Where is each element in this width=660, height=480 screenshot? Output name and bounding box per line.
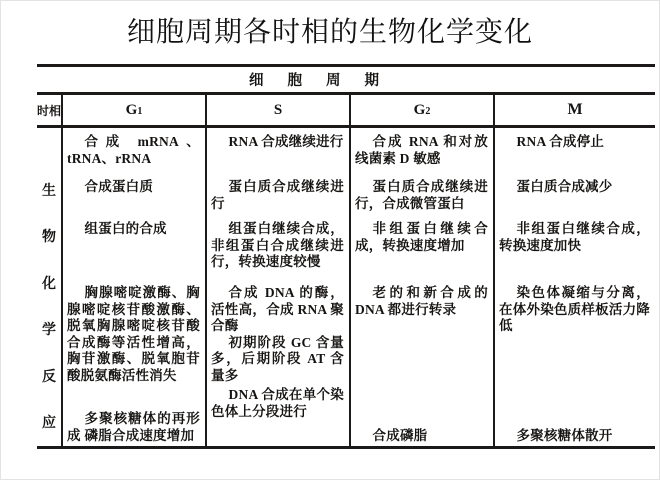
table-body — [37, 128, 655, 449]
header-g2-base: G — [413, 101, 426, 118]
side-label-char: 生 — [42, 184, 56, 199]
side-label-char: 学 — [42, 323, 56, 339]
cell-s-gc-at-content: 初期阶段 GC 含量多，后期阶段 AT 含量多 — [211, 334, 344, 383]
cell-g2-phospholipid: 合成磷脂 — [372, 428, 428, 443]
column-s — [207, 128, 351, 446]
header-cell-g2: G 2 — [351, 95, 495, 125]
cell-g2-transcription: 老的和新合成的 DNA 都进行转录 — [355, 285, 488, 317]
side-label-char: 反 — [42, 369, 56, 385]
cell-m-protein-decrease: 蛋白质合成减少 — [516, 179, 613, 194]
cell-g2-nonhistone: 非组蛋白继续合成，转换速度增加 — [355, 221, 488, 253]
cell-s-rna-synthesis: RNA 合成继续进行 — [228, 134, 344, 149]
column-g1 — [63, 128, 207, 446]
header-m-base: M — [567, 101, 583, 118]
cell-g1-phospholipid: 磷脂合成速度增加 — [84, 428, 195, 443]
cell-g2-protein-synthesis: 蛋白质合成继续进行，合成微管蛋白 — [355, 179, 488, 211]
cell-g1-protein-synthesis: 合成蛋白质 — [84, 179, 154, 194]
cell-g1-rna-synthesis: 合成 mRNA、tRNA、rRNA — [67, 134, 200, 166]
cell-m-nonhistone: 非组蛋白继续合成，转换速度加快 — [499, 221, 650, 253]
header-cell-phase: 时相 — [37, 95, 63, 125]
header-cell-m — [495, 95, 655, 125]
cell-m-rna-stop: RNA 合成停止 — [516, 134, 605, 149]
cell-g1-enzymes: 胸腺嘧啶激酶、胸腺嘧啶核苷酸激酶、脱氧胸腺嘧啶核苷酸合成酶等活性增高，胸苷激酶、脱氧胞苷酸脱氨酶活性消失 — [67, 285, 200, 383]
header-cell-s — [207, 95, 351, 125]
cell-g1-polysome: 多聚核糖体的再形成 — [67, 411, 200, 443]
cell-s-dna-segments: DNA 合成在单个染色体上分段进行 — [211, 387, 344, 419]
column-m — [495, 128, 655, 446]
table-span-header-row — [37, 67, 655, 95]
header-s-base: S — [273, 101, 283, 118]
side-label-char: 应 — [42, 415, 56, 431]
page-title: 细胞周期各时相的生物化学变化 — [126, 17, 533, 48]
column-g2 — [351, 128, 495, 446]
span-header-label: 细胞周期 — [249, 73, 403, 89]
cell-m-chromosome: 染色体凝缩与分离，在体外染色质样板活力降低 — [499, 285, 650, 333]
table-header-row — [37, 95, 655, 128]
cell-s-histone: 组蛋白继续合成，非组蛋白合成继续进行，转换速度较慢 — [211, 221, 344, 269]
header-cell-g1: G 1 — [63, 95, 207, 125]
cell-s-protein-synthesis: 蛋白质合成继续进行 — [211, 179, 344, 211]
side-label-char: 化 — [42, 276, 56, 292]
cell-g1-histone: 组蛋白的合成 — [84, 221, 167, 236]
header-g1-base: G — [125, 101, 138, 118]
cell-s-enzymes — [211, 285, 344, 420]
cell-s-dna-enzyme: 合成 DNA 的酶，活性高，合成 RNA 聚合酶 — [211, 285, 344, 333]
side-label-column — [37, 128, 63, 446]
cell-cycle-table — [37, 64, 655, 449]
side-label-char: 物 — [42, 230, 56, 246]
cell-m-polysome-disperse: 多聚核糖体散开 — [516, 428, 613, 443]
cell-g2-rna-synthesis: 合成 RNA 和对放线菌素 D 敏感 — [355, 134, 488, 166]
